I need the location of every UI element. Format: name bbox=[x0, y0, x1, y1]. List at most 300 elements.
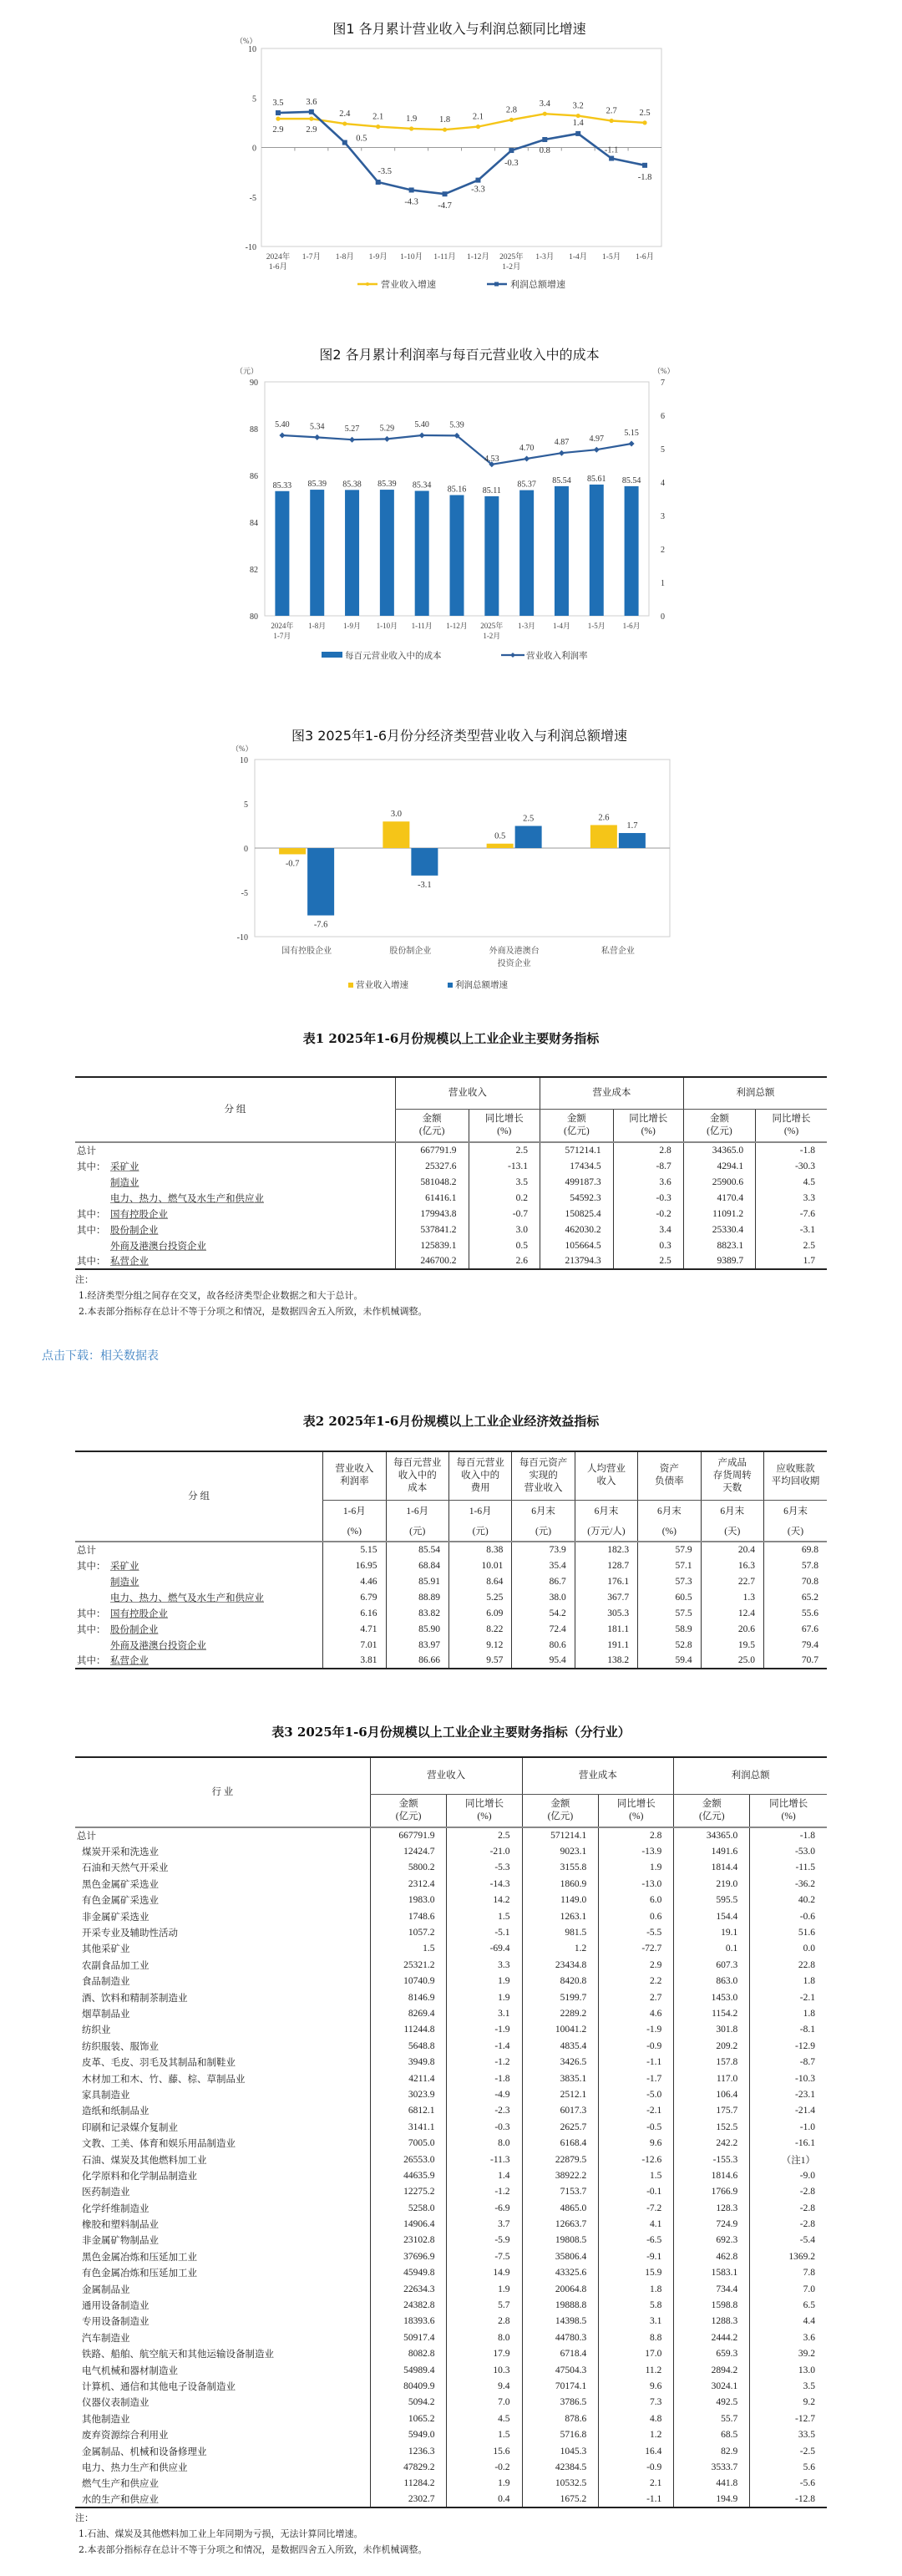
cell-value: -1.1 bbox=[599, 2054, 674, 2070]
cell-value: -11.3 bbox=[447, 2152, 522, 2167]
cell-value: 5800.2 bbox=[370, 1860, 447, 1876]
row-label: 废弃资源综合利用业 bbox=[82, 2431, 169, 2441]
chart1-title: 图1 各月累计营业收入与利润总额同比增速 bbox=[332, 21, 586, 37]
cell-value: 367.7 bbox=[575, 1589, 637, 1605]
cell-value: 80.6 bbox=[512, 1637, 575, 1653]
cell-value: -16.1 bbox=[750, 2135, 827, 2151]
chart1-plot bbox=[234, 33, 685, 309]
column-header: 营业收入 利润率 bbox=[323, 1451, 386, 1500]
cell-value: 152.5 bbox=[674, 2119, 750, 2135]
cell-value: 2.5 bbox=[447, 1827, 522, 1843]
cell-value: 3023.9 bbox=[370, 2086, 447, 2102]
cell-value: 47829.2 bbox=[370, 2459, 447, 2475]
cell-value: -21.4 bbox=[750, 2103, 827, 2119]
table-row bbox=[75, 1908, 827, 1924]
svg-text:国有控股企业: 国有控股企业 bbox=[281, 947, 332, 956]
cell-value: 22634.3 bbox=[370, 2281, 447, 2297]
cell-value: 50917.4 bbox=[370, 2330, 447, 2345]
svg-text:5.39: 5.39 bbox=[449, 420, 464, 430]
row-label: 橡胶和塑料制品业 bbox=[82, 2220, 159, 2231]
cell-value: 0.4 bbox=[447, 2492, 522, 2507]
svg-text:2.5: 2.5 bbox=[639, 108, 651, 118]
cell-value: 4.46 bbox=[323, 1573, 386, 1589]
cell-value: -13.1 bbox=[469, 1158, 540, 1174]
row-label bbox=[75, 1573, 323, 1589]
column-unit: (元) bbox=[512, 1523, 575, 1542]
row-label bbox=[75, 1542, 323, 1557]
cell-value: 1369.2 bbox=[750, 2248, 827, 2264]
cell-value: -2.3 bbox=[447, 2103, 522, 2119]
amount-header: 金额 (亿元) bbox=[395, 1109, 469, 1142]
table-row bbox=[75, 1573, 827, 1589]
svg-text:营业收入利润率: 营业收入利润率 bbox=[526, 652, 588, 661]
cell-value: -5.3 bbox=[447, 1860, 522, 1876]
table3-col-group: 利润总额 bbox=[674, 1757, 827, 1794]
cell-value: 15.9 bbox=[599, 2265, 674, 2281]
svg-text:外商及港澳台: 外商及港澳台 bbox=[489, 947, 540, 956]
cell-value: -5.5 bbox=[599, 1924, 674, 1940]
cell-value: 4170.4 bbox=[683, 1190, 755, 1206]
row-label: 其他制造业 bbox=[82, 2414, 130, 2425]
cell-value: 2302.7 bbox=[370, 2492, 447, 2507]
cell-value: 3.6 bbox=[613, 1174, 683, 1190]
cell-value: 5.6 bbox=[750, 2459, 827, 2475]
cell-value: 1.9 bbox=[447, 1989, 522, 2005]
cell-value: -8.7 bbox=[613, 1158, 683, 1174]
svg-text:-5: -5 bbox=[241, 889, 248, 898]
row-label: 医药制造业 bbox=[82, 2187, 130, 2198]
cell-value: -0.9 bbox=[599, 2459, 674, 2475]
cell-value: 3426.5 bbox=[522, 2054, 599, 2070]
table-row bbox=[75, 1653, 827, 1669]
svg-text:85.39: 85.39 bbox=[378, 480, 397, 490]
cell-value: 305.3 bbox=[575, 1605, 637, 1621]
cell-value: 8420.8 bbox=[522, 1974, 599, 1989]
svg-text:1-2月: 1-2月 bbox=[483, 632, 501, 640]
svg-text:0: 0 bbox=[244, 845, 248, 854]
cell-value: -10.3 bbox=[750, 2070, 827, 2086]
cell-value: 52.8 bbox=[638, 1637, 701, 1653]
cell-value: 35806.4 bbox=[522, 2248, 599, 2264]
cell-value: 83.97 bbox=[386, 1637, 448, 1653]
cell-value: 7.0 bbox=[750, 2281, 827, 2297]
column-unit: (天) bbox=[701, 1523, 763, 1542]
cell-value: 176.1 bbox=[575, 1573, 637, 1589]
cell-value: 95.4 bbox=[512, 1653, 575, 1669]
cell-value: -1.9 bbox=[599, 2022, 674, 2038]
table-row bbox=[75, 2395, 827, 2411]
cell-value: 17.0 bbox=[599, 2346, 674, 2362]
amount-header: 金额 (亿元) bbox=[683, 1109, 755, 1142]
svg-text:-0.3: -0.3 bbox=[504, 159, 519, 169]
cell-value: 3024.1 bbox=[674, 2378, 750, 2394]
cell-value: 3533.7 bbox=[674, 2459, 750, 2475]
cell-value: 23434.8 bbox=[522, 1957, 599, 1973]
cell-value: 2.6 bbox=[469, 1253, 540, 1269]
cell-value: 1065.2 bbox=[370, 2411, 447, 2426]
cell-value: 2.1 bbox=[599, 2476, 674, 2492]
svg-text:2025年: 2025年 bbox=[480, 622, 504, 630]
svg-text:2.9: 2.9 bbox=[306, 125, 317, 135]
cell-value: -1.8 bbox=[750, 1827, 827, 1843]
cell-value: 38.0 bbox=[512, 1589, 575, 1605]
column-period: 1-6月 bbox=[386, 1500, 448, 1523]
row-label: 造纸和纸制品业 bbox=[82, 2106, 149, 2117]
cell-value: 12424.7 bbox=[370, 1843, 447, 1859]
table-row bbox=[75, 2443, 827, 2459]
cell-value: 17434.5 bbox=[540, 1158, 613, 1174]
cell-value: 9023.1 bbox=[522, 1843, 599, 1859]
cell-value: 441.8 bbox=[674, 2476, 750, 2492]
svg-text:10: 10 bbox=[248, 45, 256, 54]
svg-text:0: 0 bbox=[661, 612, 665, 622]
svg-text:82: 82 bbox=[250, 566, 258, 575]
cell-value: 194.9 bbox=[674, 2492, 750, 2507]
cell-value: 70.7 bbox=[763, 1653, 827, 1669]
cell-value: -1.2 bbox=[447, 2054, 522, 2070]
cell-value: 14906.4 bbox=[370, 2216, 447, 2232]
cell-value: 2.8 bbox=[613, 1142, 683, 1158]
cell-value: -6.9 bbox=[447, 2200, 522, 2216]
svg-text:85.37: 85.37 bbox=[517, 480, 536, 490]
growth-header: 同比增长 (%) bbox=[613, 1109, 683, 1142]
cell-value: 57.9 bbox=[638, 1542, 701, 1557]
note-line: 2.本表部分指标存在总计不等于分项之和情况，是数据四舍五入所致，未作机械调整。 bbox=[79, 2544, 428, 2556]
cell-value: 1.9 bbox=[447, 2281, 522, 2297]
svg-text:0.5: 0.5 bbox=[356, 134, 367, 144]
cell-value: 70.8 bbox=[763, 1573, 827, 1589]
cell-value: 11.2 bbox=[599, 2362, 674, 2378]
table-row bbox=[75, 1924, 827, 1940]
table-row bbox=[75, 1843, 827, 1859]
svg-text:1-12月: 1-12月 bbox=[466, 253, 489, 262]
cell-value: 9.12 bbox=[448, 1637, 511, 1653]
column-unit: (元) bbox=[386, 1523, 448, 1542]
cell-value: 1766.9 bbox=[674, 2184, 750, 2200]
cell-value: 20064.8 bbox=[522, 2281, 599, 2297]
svg-text:5.15: 5.15 bbox=[624, 429, 639, 438]
cell-value: 492.5 bbox=[674, 2395, 750, 2411]
row-label-text: 制造业 bbox=[110, 1577, 139, 1588]
cell-value: 1.5 bbox=[447, 2426, 522, 2442]
cell-value: 4.8 bbox=[599, 2411, 674, 2426]
column-unit: (%) bbox=[638, 1523, 701, 1542]
cell-value: 209.2 bbox=[674, 2038, 750, 2054]
cell-value: 1.9 bbox=[447, 2476, 522, 2492]
cell-value: 2.2 bbox=[599, 1974, 674, 1989]
svg-text:2.1: 2.1 bbox=[472, 112, 484, 122]
cell-value: 462.8 bbox=[674, 2248, 750, 2264]
table-row bbox=[75, 1637, 827, 1653]
cell-value: 981.5 bbox=[522, 1924, 599, 1940]
cell-value: 55.6 bbox=[763, 1605, 827, 1621]
cell-value: 5949.0 bbox=[370, 2426, 447, 2442]
download-data-link[interactable]: 点击下载：相关数据表 bbox=[42, 1349, 159, 1363]
cell-value: 595.5 bbox=[674, 1893, 750, 1908]
cell-value: 7.3 bbox=[599, 2395, 674, 2411]
cell-value: 19888.8 bbox=[522, 2297, 599, 2313]
row-prefix: 其中： bbox=[77, 1561, 106, 1572]
svg-text:1-4月: 1-4月 bbox=[552, 622, 570, 630]
svg-text:85.54: 85.54 bbox=[552, 475, 571, 485]
svg-text:5: 5 bbox=[252, 94, 256, 104]
svg-text:88: 88 bbox=[250, 425, 258, 434]
cell-value: -0.6 bbox=[750, 1908, 827, 1924]
row-label: 计算机、通信和其他电子设备制造业 bbox=[82, 2381, 236, 2392]
cell-value: -7.2 bbox=[599, 2200, 674, 2216]
cell-value: 7.0 bbox=[447, 2395, 522, 2411]
chart3-plot bbox=[230, 739, 689, 998]
cell-value: 1288.3 bbox=[674, 2314, 750, 2330]
svg-text:2.1: 2.1 bbox=[372, 112, 384, 122]
svg-text:-7.6: -7.6 bbox=[313, 920, 328, 930]
svg-text:1: 1 bbox=[661, 579, 665, 588]
svg-text:（元）: （元） bbox=[236, 367, 259, 375]
row-label: 燃气生产和供应业 bbox=[82, 2479, 159, 2490]
cell-value: 1236.3 bbox=[370, 2443, 447, 2459]
cell-value: 4.1 bbox=[599, 2216, 674, 2232]
cell-value: 3.1 bbox=[599, 2314, 674, 2330]
column-unit: (万元/人) bbox=[575, 1523, 637, 1542]
cell-value: 150825.4 bbox=[540, 1206, 613, 1222]
svg-text:营业收入增速: 营业收入增速 bbox=[381, 280, 436, 290]
row-label: 化学纤维制造业 bbox=[82, 2203, 149, 2214]
cell-value: 34365.0 bbox=[674, 1827, 750, 1843]
row-label bbox=[75, 1589, 323, 1605]
svg-text:1.4: 1.4 bbox=[572, 118, 584, 128]
svg-text:（%）: （%） bbox=[236, 37, 257, 45]
cell-value: 69.8 bbox=[763, 1542, 827, 1557]
column-period: 6月末 bbox=[575, 1500, 637, 1523]
row-prefix: 其中： bbox=[77, 1656, 106, 1666]
row-prefix: 其中： bbox=[77, 1608, 106, 1619]
cell-value: 4.5 bbox=[756, 1174, 827, 1190]
cell-value: 692.3 bbox=[674, 2233, 750, 2248]
cell-value: 246700.2 bbox=[395, 1253, 469, 1269]
row-label: 金属制品、机械和设备修理业 bbox=[82, 2446, 207, 2457]
chart2 bbox=[234, 344, 685, 363]
chart2-plot bbox=[234, 363, 685, 673]
cell-value: 54.2 bbox=[512, 1605, 575, 1621]
cell-value: -72.7 bbox=[599, 1941, 674, 1957]
table-row bbox=[75, 2200, 827, 2216]
table-row bbox=[75, 1989, 827, 2005]
cell-value: 5.8 bbox=[599, 2297, 674, 2313]
cell-value: 138.2 bbox=[575, 1653, 637, 1669]
table-row bbox=[75, 2216, 827, 2232]
row-label bbox=[75, 1142, 395, 1158]
table-row bbox=[75, 1542, 827, 1557]
svg-text:5: 5 bbox=[661, 445, 665, 455]
row-label: 铁路、船舶、航空航天和其他运输设备制造业 bbox=[82, 2350, 274, 2360]
cell-value: 537841.2 bbox=[395, 1222, 469, 1237]
table3-title: 表3 2025年1-6月份规模以上工业企业主要财务指标（分行业） bbox=[271, 1725, 631, 1740]
row-label-text: 电力、热力、燃气及水生产和供应业 bbox=[110, 1593, 264, 1603]
row-label-text: 私营企业 bbox=[110, 1257, 149, 1267]
column-period: 6月末 bbox=[763, 1500, 827, 1523]
table-row bbox=[75, 2330, 827, 2345]
table-row bbox=[75, 1621, 827, 1637]
cell-value: 8.38 bbox=[448, 1542, 511, 1557]
column-period: 1-6月 bbox=[448, 1500, 511, 1523]
cell-value: 10532.5 bbox=[522, 2476, 599, 2492]
cell-value: 20.4 bbox=[701, 1542, 763, 1557]
svg-text:-1.1: -1.1 bbox=[604, 145, 619, 155]
cell-value: 13.0 bbox=[750, 2362, 827, 2378]
svg-text:1.9: 1.9 bbox=[406, 114, 418, 124]
cell-value: 16.4 bbox=[599, 2443, 674, 2459]
cell-value: 1149.0 bbox=[522, 1893, 599, 1908]
svg-text:85.33: 85.33 bbox=[272, 480, 292, 490]
cell-value: 18393.6 bbox=[370, 2314, 447, 2330]
cell-value: -0.9 bbox=[599, 2038, 674, 2054]
table-row bbox=[75, 2086, 827, 2102]
row-label bbox=[75, 1621, 323, 1637]
cell-value: -5.4 bbox=[750, 2233, 827, 2248]
svg-text:85.61: 85.61 bbox=[587, 474, 606, 484]
cell-value: 14.9 bbox=[447, 2265, 522, 2281]
row-label: 金属制品业 bbox=[82, 2284, 130, 2295]
cell-value: 2.5 bbox=[756, 1237, 827, 1253]
cell-value: 2312.4 bbox=[370, 1876, 447, 1892]
cell-value: 85.91 bbox=[386, 1573, 448, 1589]
table-row bbox=[75, 2492, 827, 2507]
column-period: 6月末 bbox=[512, 1500, 575, 1523]
svg-text:85.39: 85.39 bbox=[307, 480, 327, 490]
cell-value: 1814.6 bbox=[674, 2167, 750, 2183]
cell-value: 54592.3 bbox=[540, 1190, 613, 1206]
cell-value: 659.3 bbox=[674, 2346, 750, 2362]
row-label bbox=[75, 1557, 323, 1573]
cell-value: 1057.2 bbox=[370, 1924, 447, 1940]
row-label-text: 外商及港澳台投资企业 bbox=[110, 1640, 206, 1651]
svg-text:3.5: 3.5 bbox=[272, 99, 284, 109]
svg-text:1-9月: 1-9月 bbox=[368, 253, 388, 262]
cell-value: 86.66 bbox=[386, 1653, 448, 1669]
cell-value: 14.2 bbox=[447, 1893, 522, 1908]
cell-value: 8082.8 bbox=[370, 2346, 447, 2362]
row-label-text: 国有控股企业 bbox=[110, 1608, 168, 1619]
cell-value: 12663.7 bbox=[522, 2216, 599, 2232]
table-row bbox=[75, 1253, 827, 1269]
growth-header: 同比增长 (%) bbox=[469, 1109, 540, 1142]
svg-text:1-8月: 1-8月 bbox=[308, 622, 327, 630]
table3-group-header: 行 业 bbox=[75, 1757, 370, 1827]
cell-value: -0.2 bbox=[447, 2459, 522, 2475]
table-row bbox=[75, 1158, 827, 1174]
cell-value: 6.0 bbox=[599, 1893, 674, 1908]
note-line: 注： bbox=[75, 2512, 94, 2524]
cell-value: 54989.4 bbox=[370, 2362, 447, 2378]
cell-value: 1983.0 bbox=[370, 1893, 447, 1908]
row-label: 电气机械和器材制造业 bbox=[82, 2365, 178, 2376]
svg-text:85.16: 85.16 bbox=[447, 485, 467, 495]
svg-text:2025年: 2025年 bbox=[499, 253, 524, 262]
row-label: 非金属矿物制品业 bbox=[82, 2236, 159, 2247]
cell-value: -0.2 bbox=[613, 1206, 683, 1222]
cell-value: 88.89 bbox=[386, 1589, 448, 1605]
cell-value: 24382.8 bbox=[370, 2297, 447, 2313]
cell-value: 65.2 bbox=[763, 1589, 827, 1605]
cell-value: 0.5 bbox=[469, 1237, 540, 1253]
row-label: 电力、热力生产和供应业 bbox=[82, 2462, 188, 2473]
column-header: 人均营业 收入 bbox=[575, 1451, 637, 1500]
svg-text:1.7: 1.7 bbox=[626, 821, 638, 831]
cell-value: 45949.8 bbox=[370, 2265, 447, 2281]
cell-value: 79.4 bbox=[763, 1637, 827, 1653]
svg-text:4: 4 bbox=[661, 479, 665, 488]
cell-value: 667791.9 bbox=[370, 1827, 447, 1843]
table-row bbox=[75, 2233, 827, 2248]
cell-value: -36.2 bbox=[750, 1876, 827, 1892]
cell-value: 2289.2 bbox=[522, 2005, 599, 2021]
table-row bbox=[75, 1605, 827, 1621]
svg-text:1.8: 1.8 bbox=[438, 115, 451, 125]
cell-value: 1.5 bbox=[599, 2167, 674, 2183]
svg-text:5: 5 bbox=[244, 800, 248, 810]
cell-value: 3.81 bbox=[323, 1653, 386, 1669]
svg-text:84: 84 bbox=[250, 519, 258, 528]
cell-value: 734.4 bbox=[674, 2281, 750, 2297]
cell-value: 12.4 bbox=[701, 1605, 763, 1621]
row-label: 木材加工和木、竹、藤、棕、草制品业 bbox=[82, 2074, 246, 2085]
cell-value: 5716.8 bbox=[522, 2426, 599, 2442]
cell-value: 72.4 bbox=[512, 1621, 575, 1637]
cell-value: 8146.9 bbox=[370, 1989, 447, 2005]
table-row bbox=[75, 2297, 827, 2313]
svg-text:1-7月: 1-7月 bbox=[273, 632, 291, 640]
cell-value: 68.84 bbox=[386, 1557, 448, 1573]
svg-text:4.53: 4.53 bbox=[484, 454, 499, 464]
cell-value: 25900.6 bbox=[683, 1174, 755, 1190]
table-row bbox=[75, 2346, 827, 2362]
cell-value: 6812.1 bbox=[370, 2103, 447, 2119]
svg-text:1-3月: 1-3月 bbox=[518, 622, 536, 630]
cell-value: 1.8 bbox=[750, 1974, 827, 1989]
cell-value: 191.1 bbox=[575, 1637, 637, 1653]
table-row bbox=[75, 1589, 827, 1605]
cell-value: 3155.8 bbox=[522, 1860, 599, 1876]
table-row bbox=[75, 1237, 827, 1253]
cell-value: -7.6 bbox=[756, 1206, 827, 1222]
table-row bbox=[75, 2281, 827, 2297]
svg-text:2.9: 2.9 bbox=[272, 125, 284, 135]
row-label bbox=[75, 1222, 395, 1237]
cell-value: 5.15 bbox=[323, 1542, 386, 1557]
row-label: 水的生产和供应业 bbox=[82, 2495, 159, 2506]
row-label-text: 采矿业 bbox=[110, 1561, 139, 1572]
row-prefix: 其中： bbox=[77, 1209, 106, 1220]
column-unit: (%) bbox=[323, 1523, 386, 1542]
svg-text:2.8: 2.8 bbox=[505, 105, 517, 115]
cell-value: -0.3 bbox=[447, 2119, 522, 2135]
cell-value: 6.16 bbox=[323, 1605, 386, 1621]
column-header: 产成品 存货周转 天数 bbox=[701, 1451, 763, 1500]
cell-value: 3.0 bbox=[469, 1222, 540, 1237]
cell-value: 35.4 bbox=[512, 1557, 575, 1573]
cell-value: 3.5 bbox=[750, 2378, 827, 2394]
cell-value: 2.7 bbox=[599, 1989, 674, 2005]
cell-value: 60.5 bbox=[638, 1589, 701, 1605]
cell-value: 105664.5 bbox=[540, 1237, 613, 1253]
cell-value: -8.1 bbox=[750, 2022, 827, 2038]
cell-value: 70174.1 bbox=[522, 2378, 599, 2394]
row-label bbox=[75, 1174, 395, 1190]
cell-value: 22879.5 bbox=[522, 2152, 599, 2167]
svg-text:1-9月: 1-9月 bbox=[343, 622, 362, 630]
row-label: 开采专业及辅助性活动 bbox=[82, 1928, 178, 1939]
cell-value: 8823.1 bbox=[683, 1237, 755, 1253]
